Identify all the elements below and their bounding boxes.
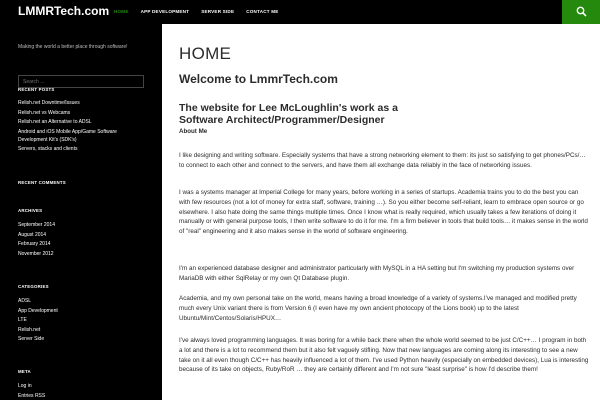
meta-login-link[interactable]: Log in xyxy=(18,383,32,389)
site-title-link[interactable]: LMMRTech.com xyxy=(18,4,110,18)
category-link[interactable]: Server Side xyxy=(18,336,45,342)
archives-list xyxy=(18,221,146,259)
top-header xyxy=(0,0,600,24)
meta-title: META xyxy=(18,369,31,374)
nav-item-home[interactable]: HOME xyxy=(114,9,129,14)
meta-entries-rss-link[interactable]: Entries RSS xyxy=(18,392,46,399)
search-icon xyxy=(576,6,587,17)
primary-nav xyxy=(108,0,285,24)
nav-item-server-side[interactable]: SERVER SIDE xyxy=(201,9,235,14)
recent-post-link[interactable]: Relish.net an Alternative to ADSL xyxy=(18,119,92,125)
category-link[interactable]: LTE xyxy=(18,317,27,323)
recent-post-link[interactable]: Relish.net vs Webcams xyxy=(18,109,71,116)
categories-list xyxy=(18,297,146,345)
recent-posts-list xyxy=(18,99,146,155)
site-heading: The website for Lee McLoughlin's work as a Software Architect/Programmer/Designer xyxy=(179,102,398,126)
category-link[interactable]: App Development xyxy=(18,307,58,314)
category-link[interactable]: ADSL xyxy=(18,298,32,304)
categories-title: CATEGORIES xyxy=(18,284,49,289)
archive-link[interactable]: September 2014 xyxy=(18,222,55,228)
archive-link[interactable]: November 2012 xyxy=(18,250,54,257)
paragraph-intro: I like designing and writing software. Especially systems that have a strong networking element to them: its just so satisfying to get phones/PCs/… to connect to each other and connect to the servers, and have them all exchange data reliably in the face of networking issues. xyxy=(179,152,586,169)
page-title: HOME xyxy=(179,44,232,63)
paragraph-unix: Academia, and my own personal take on the world, means having a broad knowledge of a variety of systems.I've managed and modified pretty much every Unix variant there is from Version 6 (I even have my own ancient photocopy of the Lions book) up to the latest Ubuntu/Mint/Centos/Solaris/HPUX… xyxy=(179,295,577,322)
nav-item-app-development[interactable]: APP DEVELOPMENT xyxy=(140,9,190,14)
recent-post-link[interactable]: Android and iOS Mobile App/Game Software Development Kit's (SDK's) xyxy=(18,128,117,143)
category-link[interactable]: Relish.net xyxy=(18,326,41,333)
recent-post-link[interactable]: Relish.net Downtime/Issues xyxy=(18,100,80,106)
meta-list xyxy=(18,382,146,400)
paragraph-languages: I've always loved programming languages. It was boring for a while back there when the whole world seemed to be just C/C++… I program in both a lot and there is a lot to recommend them but it also felt vaguely stifling. Now that new languages are coming along its interesting to see a new take on it all even though C/C++ has heavily influenced a lot of them. I've used Python heavily (especially on embedded devices), Lua is interesting because of its take on objects, Ruby/RoR … they are certainly different and I'm not sure "least surprise" is how I'd describe them! xyxy=(179,337,589,374)
archive-link[interactable]: August 2014 xyxy=(18,231,47,238)
about-me-heading: About Me xyxy=(179,128,208,135)
site-tagline: Making the world a better place through software! xyxy=(18,44,128,50)
welcome-heading: Welcome to LmmrTech.com xyxy=(179,72,338,86)
paragraph-career: I was a systems manager at Imperial College for many years, before working in a series of startups. Academia trains you to do the best you can with few resources (not a lot of money for extra staff, software, training …). So you either become self-reliant, learn to embrace open source or go elsewhere. I also hate doing the same things multiple times. Once I know what is really required, which usually takes a few iterations of doing it manually or with general purpose tools, I then write software to do it for me. I'm a firm believer in tools that build tools… it makes sense in the world of "real" engineering and it also makes sense in the world of software engineering. xyxy=(179,189,588,236)
recent-post-link[interactable]: Servers, stacks and clients xyxy=(18,146,78,152)
archive-link[interactable]: February 2014 xyxy=(18,241,51,247)
paragraph-database: I'm an experienced database designer and administrator particularly with MySQL in a HA setting but I'm switching my production systems over MariaDB with either SqlRelay or my own Qt Database plugin. xyxy=(179,265,575,282)
sidebar xyxy=(0,24,162,400)
main-content xyxy=(162,24,600,400)
recent-comments-title: RECENT COMMENTS xyxy=(18,180,66,185)
recent-posts-title: RECENT POSTS xyxy=(18,87,55,92)
search-toggle-button[interactable] xyxy=(562,0,600,24)
nav-item-contact-me[interactable]: CONTACT ME xyxy=(246,9,279,14)
archives-title: ARCHIVES xyxy=(18,208,43,213)
